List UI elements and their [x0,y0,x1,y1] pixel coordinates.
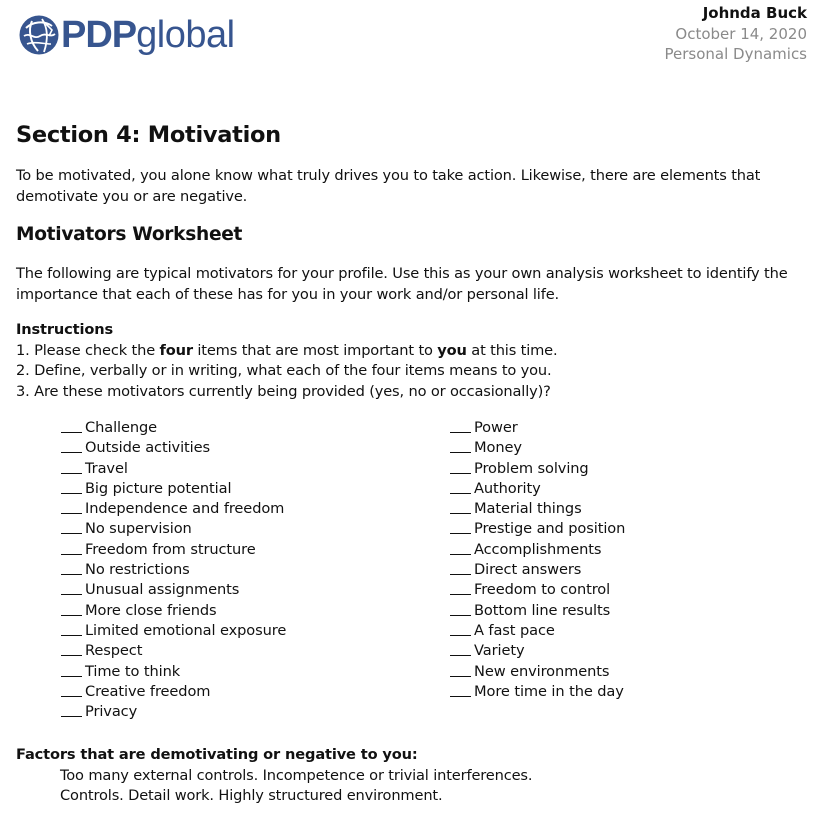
check-blank[interactable] [450,452,471,453]
report-type: Personal Dynamics [664,45,807,63]
check-blank[interactable] [450,655,471,656]
motivator-label: Bottom line results [474,601,611,619]
check-blank[interactable] [450,594,471,595]
motivator-label: More time in the day [474,682,624,700]
check-blank[interactable] [450,615,471,616]
motivator-label: New environments [474,662,610,680]
motivator-item [61,459,286,479]
globe-icon [18,14,60,56]
motivator-label: Freedom to control [474,581,611,599]
motivator-label: Privacy [85,703,138,721]
check-blank[interactable] [450,676,471,677]
instruction-step-1 [16,341,558,362]
motivator-label: No supervision [85,520,192,538]
logo-global-text: global [136,14,235,56]
check-blank[interactable] [61,533,82,534]
check-blank[interactable] [450,493,471,494]
check-blank[interactable] [61,432,82,433]
worksheet-title: Motivators Worksheet [16,224,243,245]
check-blank[interactable] [61,655,82,656]
motivator-label: Authority [474,479,541,497]
motivator-item [450,682,625,702]
motivator-item [450,479,625,499]
motivator-item [61,479,286,499]
check-blank[interactable] [450,513,471,514]
check-blank[interactable] [450,696,471,697]
motivator-label: Problem solving [474,459,589,477]
motivator-item [450,459,625,479]
motivator-label: Unusual assignments [85,581,240,599]
motivator-label: Freedom from structure [85,540,256,558]
motivator-label: Respect [85,642,143,660]
motivator-item [61,580,286,600]
motivator-item [61,560,286,580]
check-blank[interactable] [61,513,82,514]
check-blank[interactable] [450,533,471,534]
factors-line-1: Too many external controls. Incompetence or trivial interferences. [60,766,533,784]
demotivating-factors [16,745,532,807]
motivator-label: Variety [474,642,525,660]
motivator-item [450,418,625,438]
step1-text-end: at this time. [466,341,558,359]
step1-text: 1. Please check the [16,341,160,359]
motivator-label: Power [474,419,518,436]
motivator-item [61,601,286,621]
check-blank[interactable] [61,473,82,474]
check-blank[interactable] [61,615,82,616]
instructions-title: Instructions [16,321,114,338]
check-blank[interactable] [450,432,471,433]
check-blank[interactable] [61,594,82,595]
check-blank[interactable] [61,554,82,555]
motivator-item [61,519,286,539]
instruction-step-3: 3. Are these motivators currently being provided (yes, no or occasionally)? [16,382,551,400]
motivator-label: Travel [85,459,128,477]
motivator-item [61,540,286,560]
factors-title: Factors that are demotivating or negative to you: [16,746,418,763]
step1-emphasis-four: four [159,341,193,359]
step1-emphasis-you: you [437,341,467,359]
section-intro: To be motivated, you alone know what truly drives you to take action. Likewise, there are elements that demotivate you or are negative. [16,167,761,205]
check-blank[interactable] [61,716,82,717]
motivator-label: Creative freedom [85,682,211,700]
motivator-item [450,621,625,641]
motivator-item [61,621,286,641]
motivators-list-left [61,418,286,722]
motivator-item [450,641,625,661]
motivators-list-right [450,418,625,702]
motivator-item [61,641,286,661]
check-blank[interactable] [450,473,471,474]
report-date: October 14, 2020 [675,24,807,43]
check-blank[interactable] [61,676,82,677]
instruction-step-2: 2. Define, verbally or in writing, what each of the four items means to you. [16,362,552,379]
motivator-label: No restrictions [85,561,190,579]
check-blank[interactable] [61,635,82,636]
check-blank[interactable] [61,696,82,697]
instructions [16,320,558,402]
logo-pdp-text: PDP [61,14,137,56]
factors-line-2: Controls. Detail work. Highly structured environment. [60,787,443,804]
motivator-label: A fast pace [474,621,555,639]
motivator-label: Challenge [85,419,158,436]
motivator-item [450,499,625,519]
motivator-label: Accomplishments [474,540,602,558]
pdp-global-logo [18,12,235,58]
motivator-item [450,519,625,539]
motivator-item [61,499,286,519]
motivator-label: Material things [474,500,582,518]
worksheet-intro: The following are typical motivators for your profile. Use this as your own analysis worksheet to identify the importance that each of these has for you in your work and/or personal life. [16,265,788,303]
check-blank[interactable] [450,574,471,575]
motivator-label: More close friends [85,601,217,619]
motivator-item [61,418,286,438]
motivator-label: Big picture potential [85,479,232,497]
motivator-label: Independence and freedom [85,500,285,518]
check-blank[interactable] [450,554,471,555]
motivator-label: Prestige and position [474,520,626,538]
motivator-item [61,438,286,458]
report-header-info [665,3,808,65]
person-name: Johnda Buck [702,4,807,22]
motivator-item [61,662,286,682]
motivator-label: Direct answers [474,561,582,579]
section-title: Section 4: Motivation [16,122,281,148]
check-blank[interactable] [61,452,82,453]
motivator-label: Limited emotional exposure [85,621,287,639]
motivator-item [450,580,625,600]
step1-text-middle: items that are most important to [192,341,438,359]
check-blank[interactable] [61,574,82,575]
check-blank[interactable] [450,635,471,636]
motivator-label: Money [474,439,522,457]
motivator-item [450,601,625,621]
motivator-item [450,560,625,580]
motivator-label: Outside activities [85,439,210,457]
check-blank[interactable] [61,493,82,494]
motivator-item [450,662,625,682]
motivator-item [61,702,286,722]
motivator-item [450,438,625,458]
motivator-label: Time to think [85,662,181,680]
motivator-item [61,682,286,702]
motivator-item [450,540,625,560]
